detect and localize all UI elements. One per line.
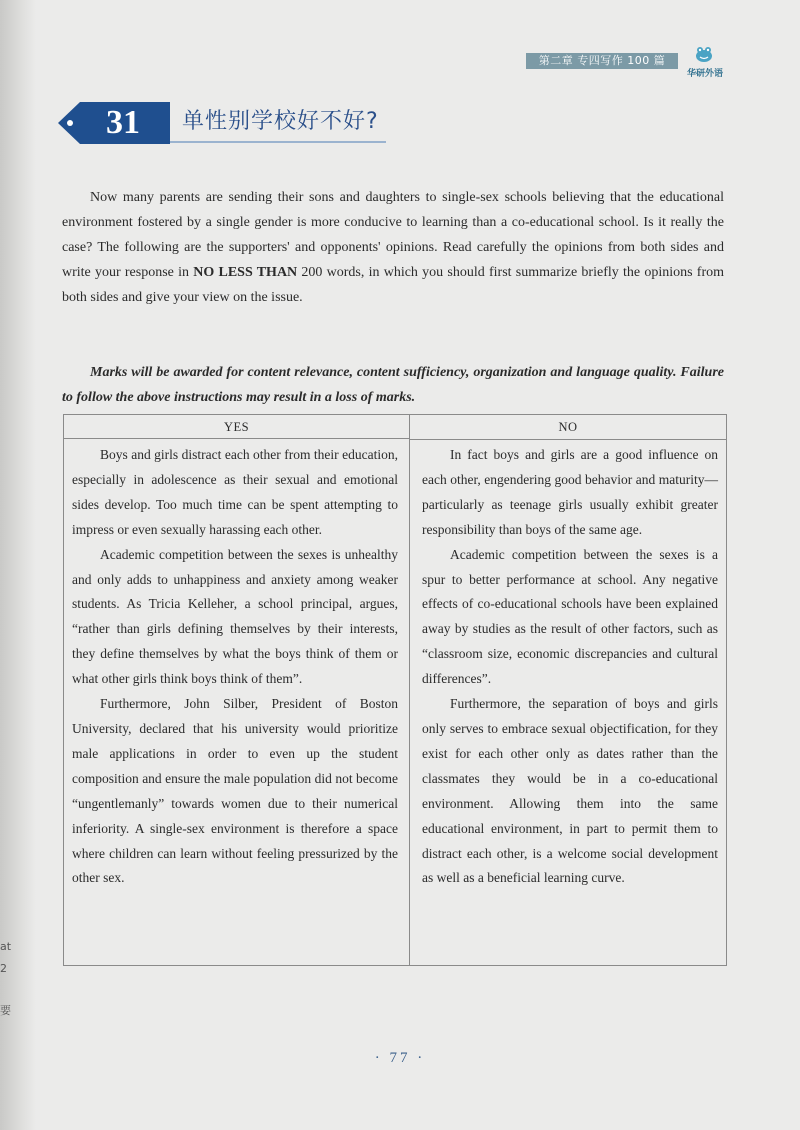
unit-title: 单性别学校好不好? <box>182 109 379 134</box>
title-underline <box>170 141 386 143</box>
margin-fragment: 2 <box>0 962 7 975</box>
publisher-logo <box>680 44 730 78</box>
frog-logo-icon <box>694 44 714 64</box>
yes-paragraph: Academic competition between the sexes is unhealthy and only adds to unhappiness and anxiety among weaker students. As Tricia Kelleher, a school principal, argues, “rather than girls defining themselves by their interests, they define themselves by what the boys think of them or what other girls think boys think of them”. <box>72 546 398 687</box>
yes-paragraph: Boys and girls distract each other from their education, especially in adolescence as their sexual and emotional sides develop. Too much time can be spent attempting to impress or even sexually harassing each other. <box>72 447 398 537</box>
yes-paragraph: Furthermore, John Silber, President of Boston University, declared that his university would prioritize male applications in order to even up the student composition and ensure the male population did not become “ungentlemanly” towards women due to their numerical inferiority. A single-sex environment is therefore a space where children can learn without feeling pressurized by the other sex. <box>72 696 398 886</box>
intro-text-after: 200 words, in which you should first summarize briefly the opinions from both sides and give your view on the issue. <box>62 265 724 305</box>
no-paragraph: In fact boys and girls are a good influence on each other, engendering good behavior and maturity—particularly as teenage girls usually exhibit greater responsibility than boys of the same age. <box>422 447 718 537</box>
chapter-header-tag: 第二章 专四写作 100 篇 <box>526 53 678 69</box>
intro-paragraph <box>62 185 724 310</box>
yes-column-body <box>72 443 398 891</box>
no-column-body <box>422 443 718 891</box>
logo-text: 华研外语 <box>686 69 723 79</box>
margin-fragment: at <box>0 940 12 953</box>
yes-column-header: YES <box>64 415 410 439</box>
marks-instruction: Marks will be awarded for content relevance, content sufficiency, organization and language quality. Failure to follow the above instructions may result in a loss of marks. <box>62 365 724 405</box>
unit-number: 31 <box>106 104 140 141</box>
no-column-header: NO <box>410 415 726 440</box>
unit-number-badge <box>58 100 170 146</box>
page-binding-shadow <box>0 0 36 1130</box>
intro-text-before: Now many parents are sending their sons and daughters to single-sex schools believing that the educational environment fostered by a single gender is more conducive to learning than a co-educational school. Is it really the case? The following are the supporters' and opponents' opinions. Read carefully the opinions from both sides and write your response in <box>62 190 724 280</box>
word-count-emphasis: NO LESS THAN <box>193 265 298 280</box>
no-paragraph: Academic competition between the sexes is a spur to better performance at school. Any negative effects of co-educational schools have been explained away by studies as the result of other factors, such as “classroom size, economic discrepancies and cultural differences”. <box>422 546 718 687</box>
page-number: · 77 · <box>374 1050 426 1066</box>
margin-fragment: 要 <box>0 1004 11 1017</box>
opinions-table <box>63 414 727 966</box>
no-paragraph: Furthermore, the separation of boys and girls only serves to embrace sexual objectification, for they exist for each other only as dates rather than the classmates they would be in a co-educational environment. Allowing them into the same educational environment, in part to permit them to distract each other, is a welcome social development as well as a beneficial learning curve. <box>422 696 718 886</box>
column-divider <box>409 439 410 965</box>
